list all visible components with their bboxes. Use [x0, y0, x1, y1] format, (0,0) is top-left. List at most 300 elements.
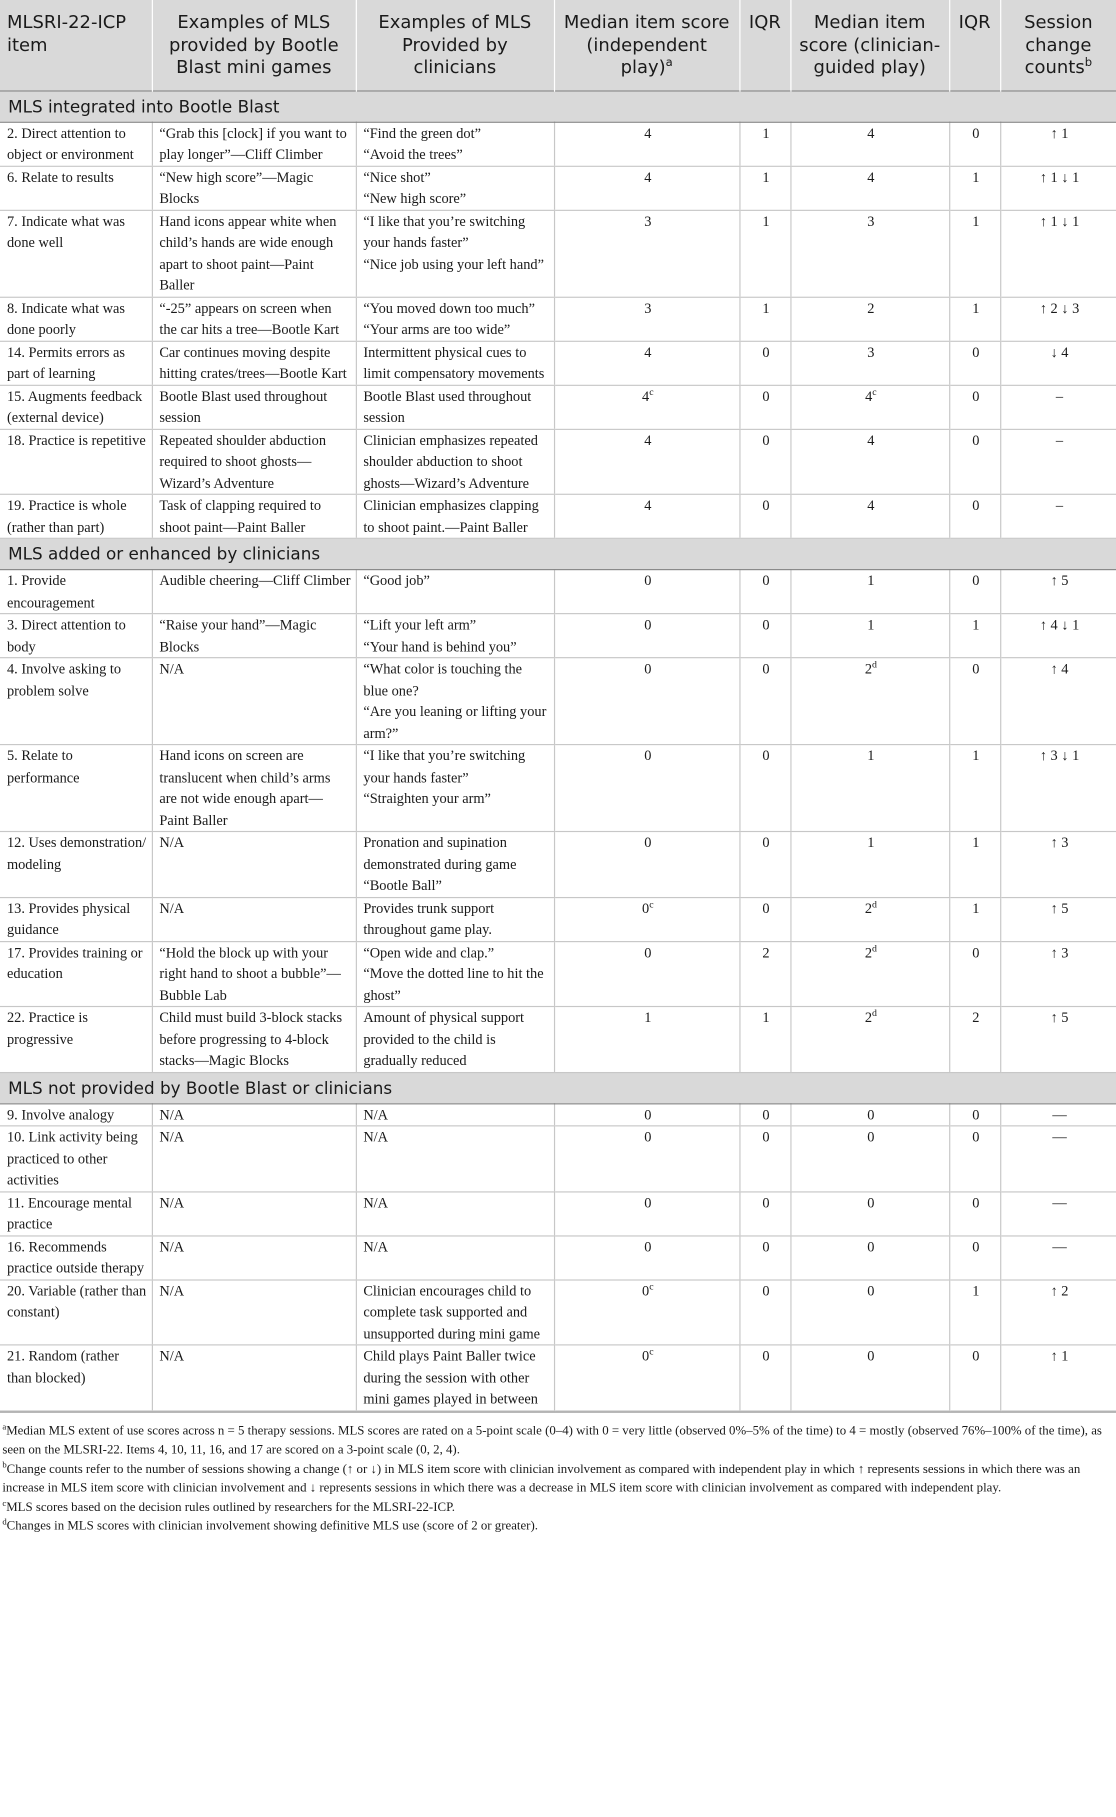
median-independent-value: 0 — [644, 660, 652, 677]
table-row — [0, 210, 1116, 297]
clinician-example-line: N/A — [363, 1194, 389, 1211]
clinician-example-line: Clinician emphasizes repeated shoulder abduction to shoot ghosts—Wizard’s Adventure — [363, 431, 538, 491]
median-clinician-value: 3 — [867, 343, 875, 360]
section-title: MLS integrated into Bootle Blast — [0, 90, 1116, 121]
cell-session-change — [1000, 1345, 1116, 1410]
iqr-value: 1 — [972, 212, 980, 229]
cell-item — [0, 941, 152, 1006]
table-row — [0, 1126, 1116, 1191]
iqr-value: 0 — [762, 431, 770, 448]
item-label: 15. Augments feedback (external device) — [6, 387, 143, 426]
table-row — [0, 614, 1116, 658]
median-independent-value: 0 — [644, 1194, 652, 1211]
session-change-value: ↑ 1 — [1050, 124, 1069, 141]
cell-median-clinician — [790, 1103, 949, 1126]
cell-session-change — [1000, 832, 1116, 897]
median-clinician-value: 1 — [867, 572, 875, 589]
median-clinician-value: 4 — [865, 387, 873, 404]
iqr-value: 0 — [762, 1106, 770, 1123]
median-clinician-value: 2 — [864, 899, 873, 917]
iqr-value: 0 — [762, 387, 770, 404]
median-independent-value: 3 — [644, 299, 652, 316]
table-row — [0, 1235, 1116, 1279]
cell-clinician-example — [356, 1279, 554, 1344]
footnote-mark: d — [872, 1006, 877, 1019]
cell-iqr-2 — [949, 429, 1000, 494]
iqr-value: 0 — [972, 572, 980, 589]
median-clinician-value: 4 — [867, 124, 875, 141]
table-row — [0, 297, 1116, 341]
footnote-mark: d — [872, 897, 877, 910]
header-iqr-1: IQR — [739, 0, 790, 90]
bootle-example-text: N/A — [159, 1347, 185, 1365]
cell-median-clinician — [790, 341, 949, 385]
cell-median-independent — [554, 570, 739, 614]
cell-bootle-example — [152, 897, 356, 941]
bootle-example-text: N/A — [159, 1238, 185, 1255]
cell-session-change — [1000, 658, 1116, 745]
cell-median-clinician — [790, 122, 949, 166]
cell-session-change — [1000, 1007, 1116, 1072]
footnote-sup — [649, 385, 653, 397]
cell-median-independent — [554, 166, 739, 210]
median-clinician-value: 0 — [867, 1194, 875, 1211]
table-row — [0, 745, 1116, 832]
item-label: 4. Involve asking to problem solve — [6, 660, 122, 699]
footnote-text: Change counts refer to the number of sessions showing a change (↑ or ↓) in MLS item score with clinician involvement as compared with independent play in which ↑ represents sessions in which there was an increase in MLS item score with clinician involvement and ↓ represents sessions in which there was a decrease in MLS item score with clinician involvement as compared with independent play. — [2, 1461, 1081, 1495]
item-label: 17. Provides training or education — [6, 943, 143, 982]
cell-session-change — [1000, 745, 1116, 832]
iqr-value: 0 — [972, 1347, 980, 1365]
clinician-example-line: N/A — [363, 1128, 389, 1145]
cell-iqr-1 — [739, 745, 790, 832]
cell-iqr-1 — [739, 1235, 790, 1279]
cell-iqr-1 — [739, 941, 790, 1006]
clinician-example-line: “What color is touching the blue one? — [363, 660, 523, 699]
cell-iqr-2 — [949, 897, 1000, 941]
cell-session-change — [1000, 429, 1116, 494]
median-clinician-value: 0 — [867, 1347, 875, 1365]
median-clinician-value: 3 — [867, 212, 875, 229]
cell-item — [0, 385, 152, 429]
cell-clinician-example — [356, 1103, 554, 1126]
cell-item — [0, 832, 152, 897]
item-label: 16. Recommends practice outside therapy — [6, 1238, 145, 1276]
item-label: 2. Direct attention to object or environment — [6, 124, 134, 163]
clinician-example-line: Clinician emphasizes clapping to shoot paint.—Paint Baller — [363, 497, 539, 535]
iqr-value: 0 — [972, 431, 980, 448]
cell-median-independent — [554, 341, 739, 385]
iqr-value: 0 — [762, 1347, 770, 1365]
median-independent-value: 0 — [642, 1347, 650, 1365]
cell-median-independent — [554, 210, 739, 297]
cell-iqr-1 — [739, 297, 790, 341]
cell-median-clinician — [790, 1126, 949, 1191]
bootle-example-text: N/A — [159, 899, 185, 917]
cell-iqr-1 — [739, 122, 790, 166]
header-session-change: Session change counts$^b$ — [1000, 0, 1116, 90]
cell-session-change — [1000, 1279, 1116, 1344]
bootle-example-text: “Raise your hand”—Magic Blocks — [159, 616, 317, 655]
median-independent-value: 0 — [644, 1238, 652, 1255]
clinician-example-line: “Nice job using your left hand” — [363, 255, 544, 272]
median-clinician-value: 2 — [867, 299, 875, 316]
item-label: 14. Permits errors as part of learning — [6, 343, 126, 382]
cell-item — [0, 166, 152, 210]
iqr-value: 1 — [762, 1009, 770, 1026]
footnote — [2, 1421, 1116, 1459]
cell-median-clinician — [790, 385, 949, 429]
session-change-value: — — [1052, 1128, 1067, 1145]
session-change-value: ↑ 5 — [1050, 1009, 1069, 1026]
median-clinician-value: 2 — [864, 1009, 873, 1026]
footnote-mark: c — [649, 1279, 654, 1292]
cell-median-clinician — [790, 614, 949, 658]
table-row — [0, 1279, 1116, 1344]
cell-item — [0, 1279, 152, 1344]
cell-iqr-2 — [949, 210, 1000, 297]
item-label: 6. Relate to results — [6, 168, 114, 185]
clinician-example-line: Bootle Blast used throughout session — [363, 387, 532, 426]
cell-clinician-example — [356, 1345, 554, 1410]
cell-bootle-example — [152, 429, 356, 494]
cell-median-clinician — [790, 658, 949, 745]
median-clinician-value: 0 — [867, 1282, 875, 1299]
median-independent-value: 4 — [644, 124, 652, 141]
clinician-example-line: “You moved down too much” — [363, 299, 535, 316]
cell-item — [0, 1235, 152, 1279]
cell-item — [0, 297, 152, 341]
item-label: 18. Practice is repetitive — [6, 431, 146, 448]
clinician-example-line: N/A — [363, 1238, 389, 1255]
cell-clinician-example — [356, 210, 554, 297]
cell-clinician-example — [356, 745, 554, 832]
median-independent-value: 0 — [642, 1282, 650, 1299]
item-label: 12. Uses demonstration/ modeling — [6, 834, 147, 873]
table-row — [0, 494, 1116, 538]
cell-clinician-example — [356, 1191, 554, 1235]
iqr-value: 2 — [762, 943, 770, 961]
bootle-example-text: “Grab this [clock] if you want to play longer”—Cliff Climber — [159, 124, 347, 163]
iqr-value: 0 — [972, 1194, 980, 1211]
cell-item — [0, 1126, 152, 1191]
cell-iqr-2 — [949, 570, 1000, 614]
item-label: 20. Variable (rather than constant) — [6, 1282, 147, 1320]
cell-bootle-example — [152, 1235, 356, 1279]
cell-session-change — [1000, 297, 1116, 341]
cell-iqr-2 — [949, 1126, 1000, 1191]
iqr-value: 0 — [762, 1194, 770, 1211]
cell-session-change — [1000, 614, 1116, 658]
cell-median-clinician — [790, 570, 949, 614]
cell-bootle-example — [152, 494, 356, 538]
bootle-example-text: Child must build 3-block stacks before progressing to 4-block stacks—Magic Blocks — [159, 1009, 343, 1069]
cell-median-independent — [554, 429, 739, 494]
clinician-example-line: Provides trunk support throughout game play. — [363, 899, 495, 938]
bootle-example-text: N/A — [159, 660, 185, 677]
cell-session-change — [1000, 1103, 1116, 1126]
cell-bootle-example — [152, 385, 356, 429]
median-independent-value: 0 — [644, 1106, 652, 1123]
clinician-example-line: “Find the green dot” — [363, 124, 481, 141]
iqr-value: 0 — [972, 387, 980, 404]
cell-iqr-1 — [739, 897, 790, 941]
cell-median-clinician — [790, 1007, 949, 1072]
clinician-example-line: “Are you leaning or lifting your arm?” — [363, 703, 547, 742]
cell-bootle-example — [152, 1007, 356, 1072]
median-independent-value: 4 — [644, 343, 652, 360]
iqr-value: 0 — [972, 1238, 980, 1255]
cell-session-change — [1000, 494, 1116, 538]
cell-item — [0, 745, 152, 832]
cell-median-clinician — [790, 166, 949, 210]
footnote-sup — [649, 1280, 653, 1292]
session-change-value: – — [1055, 497, 1064, 514]
table-row — [0, 122, 1116, 166]
cell-clinician-example — [356, 1126, 554, 1191]
table-row — [0, 1345, 1116, 1410]
median-independent-value: 0 — [644, 834, 652, 851]
footnote-mark: c — [649, 897, 654, 910]
clinician-example-line: “I like that you’re switching your hands faster” — [363, 747, 526, 786]
cell-iqr-2 — [949, 297, 1000, 341]
bootle-example-text: “-25” appears on screen when the car hits a tree—Bootle Kart — [159, 299, 340, 338]
median-independent-value: 4 — [644, 431, 652, 448]
table-row — [0, 941, 1116, 1006]
cell-bootle-example — [152, 614, 356, 658]
cell-bootle-example — [152, 745, 356, 832]
cell-median-clinician — [790, 297, 949, 341]
footnote-mark: d — [872, 941, 877, 954]
cell-bootle-example — [152, 122, 356, 166]
item-label: 8. Indicate what was done poorly — [6, 299, 125, 338]
median-clinician-value: 1 — [867, 834, 875, 851]
iqr-value: 0 — [762, 497, 770, 514]
section-row — [0, 1072, 1116, 1103]
cell-iqr-2 — [949, 1007, 1000, 1072]
cell-item — [0, 210, 152, 297]
footnote-mark: b — [2, 1458, 7, 1470]
cell-item — [0, 897, 152, 941]
section-row — [0, 538, 1116, 569]
header-clinician: Examples of MLS Provided by clinicians — [356, 0, 554, 90]
footnote — [2, 1517, 1116, 1536]
cell-session-change — [1000, 1126, 1116, 1191]
cell-median-clinician — [790, 1191, 949, 1235]
iqr-value: 0 — [762, 1282, 770, 1299]
cell-bootle-example — [152, 210, 356, 297]
cell-item — [0, 570, 152, 614]
cell-median-independent — [554, 1126, 739, 1191]
table-row — [0, 1007, 1116, 1072]
cell-iqr-2 — [949, 385, 1000, 429]
bootle-example-text: N/A — [159, 1128, 185, 1145]
cell-bootle-example — [152, 1279, 356, 1344]
table-body — [0, 90, 1116, 1410]
iqr-value: 1 — [972, 616, 980, 633]
cell-session-change — [1000, 570, 1116, 614]
cell-item — [0, 1103, 152, 1126]
cell-iqr-1 — [739, 1007, 790, 1072]
clinician-example-line: “Good job” — [363, 572, 430, 589]
footnote — [2, 1498, 1116, 1517]
iqr-value: 0 — [972, 1106, 980, 1123]
clinician-example-line: Clinician encourages child to complete task supported and unsupported during mini game — [363, 1282, 540, 1342]
cell-median-clinician — [790, 1235, 949, 1279]
median-clinician-value: 2 — [864, 943, 873, 961]
table-row — [0, 166, 1116, 210]
iqr-value: 1 — [762, 168, 770, 185]
cell-median-independent — [554, 1103, 739, 1126]
footnote — [2, 1460, 1116, 1498]
footnote-text: MLS scores based on the decision rules outlined by researchers for the MLSRI-22-ICP. — [6, 1500, 456, 1515]
bootle-example-text: Car continues moving despite hitting crates/trees—Bootle Kart — [159, 343, 347, 382]
median-clinician-value: 0 — [867, 1238, 875, 1255]
median-independent-value: 3 — [644, 212, 652, 229]
cell-iqr-1 — [739, 166, 790, 210]
session-change-value: ↑ 2 — [1050, 1282, 1069, 1299]
session-change-value: – — [1055, 431, 1064, 448]
cell-iqr-1 — [739, 658, 790, 745]
cell-session-change — [1000, 385, 1116, 429]
item-label: 7. Indicate what was done well — [6, 212, 125, 251]
clinician-example-line: “Your arms are too wide” — [363, 321, 511, 338]
cell-bootle-example — [152, 297, 356, 341]
footnote-text: Median MLS extent of use scores across n = 5 therapy sessions. MLS scores are rated on a 5-point scale (0–4) with 0 = very little (observed 0%–5% of the time) to 4 = mostly (observed 76%–100% of the time), as seen on the MLSRI-22. Items 4, 10, 11, 16, and 17 are scored on a 3-point scale (0, 2, 4). — [2, 1423, 1102, 1457]
cell-item — [0, 429, 152, 494]
item-label: 1. Provide encouragement — [6, 572, 95, 611]
cell-iqr-2 — [949, 122, 1000, 166]
cell-item — [0, 614, 152, 658]
cell-clinician-example — [356, 897, 554, 941]
median-clinician-value: 1 — [867, 616, 875, 633]
median-independent-value: 4 — [644, 168, 652, 185]
bootle-example-text: Task of clapping required to shoot paint—Paint Baller — [159, 497, 322, 535]
clinician-example-line: “Nice shot” — [363, 168, 431, 185]
cell-clinician-example — [356, 494, 554, 538]
cell-clinician-example — [356, 614, 554, 658]
median-independent-value: 0 — [644, 943, 652, 961]
footnote-sup — [649, 1345, 653, 1357]
clinician-example-line: “New high score” — [363, 190, 467, 207]
footnote-sup — [872, 941, 877, 953]
iqr-value: 0 — [762, 616, 770, 633]
session-change-value: — — [1052, 1238, 1067, 1255]
cell-bootle-example — [152, 1345, 356, 1410]
iqr-value: 0 — [762, 1238, 770, 1255]
clinician-example-line: “Straighten your arm” — [363, 790, 491, 807]
cell-median-independent — [554, 897, 739, 941]
iqr-value: 0 — [972, 1128, 980, 1145]
session-change-value: ↑ 3 — [1050, 943, 1069, 961]
iqr-value: 0 — [762, 572, 770, 589]
footnote-sup — [872, 897, 877, 909]
cell-item — [0, 658, 152, 745]
session-change-value: ↓ 4 — [1050, 343, 1069, 360]
cell-iqr-1 — [739, 1103, 790, 1126]
session-change-value: ↑ 1 ↓ 1 — [1039, 168, 1080, 185]
cell-clinician-example — [356, 658, 554, 745]
cell-median-independent — [554, 494, 739, 538]
cell-iqr-2 — [949, 1103, 1000, 1126]
cell-iqr-2 — [949, 745, 1000, 832]
cell-iqr-1 — [739, 1345, 790, 1410]
median-clinician-value: 2 — [864, 660, 873, 677]
iqr-value: 0 — [972, 660, 980, 677]
footnote-mark: c — [2, 1497, 7, 1508]
median-clinician-value: 0 — [867, 1128, 875, 1145]
iqr-value: 0 — [972, 943, 980, 961]
median-clinician-value: 4 — [867, 168, 875, 185]
cell-median-clinician — [790, 832, 949, 897]
cell-bootle-example — [152, 658, 356, 745]
cell-median-clinician — [790, 941, 949, 1006]
cell-median-clinician — [790, 1279, 949, 1344]
cell-session-change — [1000, 897, 1116, 941]
iqr-value: 0 — [762, 747, 770, 764]
cell-iqr-1 — [739, 614, 790, 658]
cell-iqr-1 — [739, 494, 790, 538]
iqr-value: 0 — [762, 899, 770, 917]
cell-iqr-1 — [739, 429, 790, 494]
footnote-mark: d — [872, 658, 877, 670]
iqr-value: 0 — [972, 124, 980, 141]
header-iqr-2: IQR — [949, 0, 1000, 90]
cell-bootle-example — [152, 570, 356, 614]
clinician-example-line: “Your hand is behind you” — [363, 637, 517, 655]
median-clinician-value: 4 — [867, 497, 875, 514]
bootle-example-text: Repeated shoulder abduction required to shoot ghosts—Wizard’s Adventure — [159, 431, 327, 491]
item-label: 5. Relate to performance — [6, 747, 80, 786]
cell-iqr-2 — [949, 1345, 1000, 1410]
cell-median-independent — [554, 832, 739, 897]
cell-iqr-2 — [949, 1235, 1000, 1279]
section-title: MLS not provided by Bootle Blast or clinicians — [0, 1072, 1116, 1103]
cell-session-change — [1000, 341, 1116, 385]
table-row — [0, 385, 1116, 429]
session-change-value: — — [1052, 1106, 1067, 1123]
median-clinician-value: 4 — [867, 431, 875, 448]
iqr-value: 1 — [762, 299, 770, 316]
footnote-sup — [872, 1007, 877, 1019]
cell-session-change — [1000, 1191, 1116, 1235]
cell-iqr-1 — [739, 1126, 790, 1191]
cell-item — [0, 341, 152, 385]
cell-median-independent — [554, 385, 739, 429]
cell-median-clinician — [790, 1345, 949, 1410]
cell-median-independent — [554, 614, 739, 658]
cell-bootle-example — [152, 166, 356, 210]
footnote-sup — [872, 385, 876, 397]
clinician-example-line: “Lift your left arm” — [363, 616, 477, 633]
table-row — [0, 832, 1116, 897]
iqr-value: 2 — [972, 1009, 980, 1026]
cell-clinician-example — [356, 385, 554, 429]
cell-iqr-2 — [949, 166, 1000, 210]
cell-session-change — [1000, 122, 1116, 166]
section-row — [0, 90, 1116, 121]
cell-median-independent — [554, 941, 739, 1006]
clinician-example-line: “Open wide and clap.” — [363, 943, 495, 961]
footnote-mark: d — [2, 1516, 7, 1527]
cell-median-clinician — [790, 429, 949, 494]
cell-session-change — [1000, 166, 1116, 210]
session-change-value: – — [1055, 387, 1064, 404]
bootle-example-text: N/A — [159, 834, 185, 851]
footnote-text: Changes in MLS scores with clinician involvement showing definitive MLS use (score of 2 or greater). — [6, 1519, 538, 1534]
median-independent-value: 4 — [644, 497, 652, 514]
cell-iqr-2 — [949, 494, 1000, 538]
